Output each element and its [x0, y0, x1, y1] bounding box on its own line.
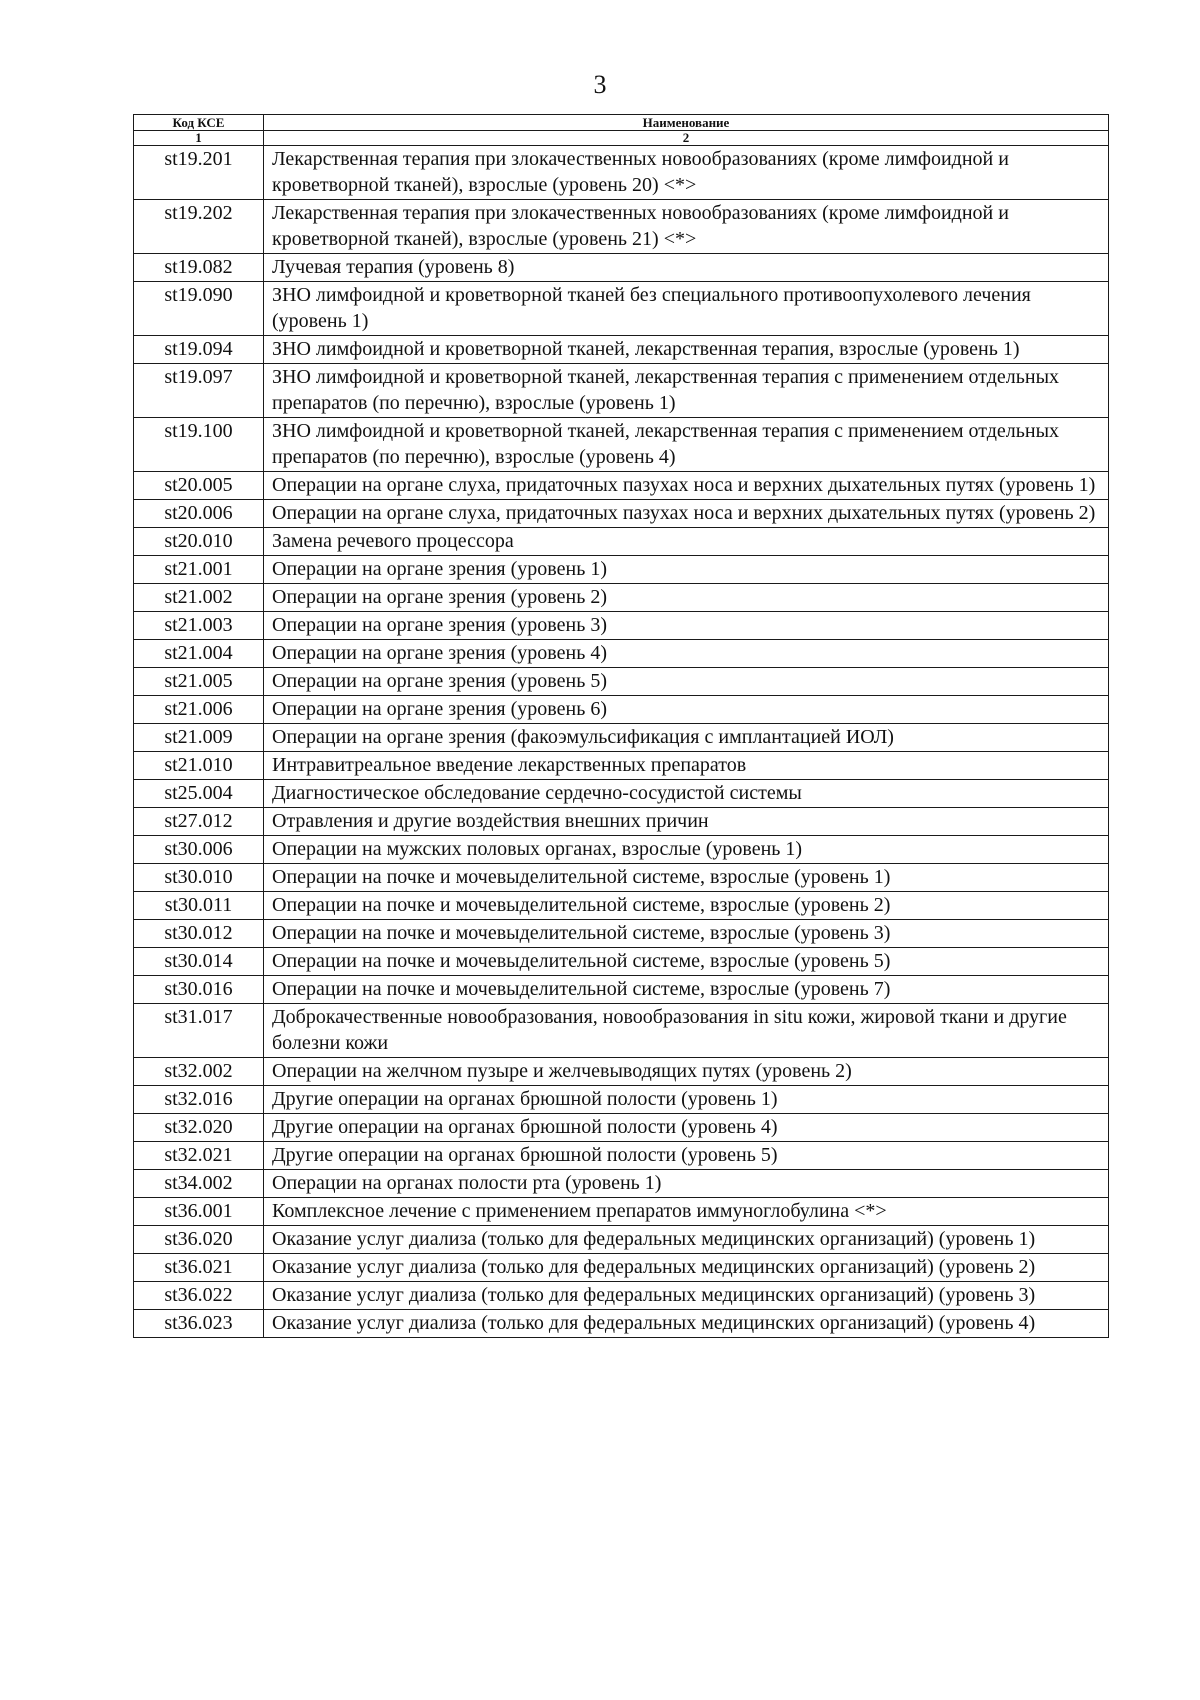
row-code: st34.002 [134, 1170, 264, 1198]
row-name: Операции на мужских половых органах, взрослые (уровень 1) [264, 836, 1109, 864]
table-row [134, 336, 1109, 364]
row-code: st27.012 [134, 808, 264, 836]
row-name: Лекарственная терапия при злокачественных новообразованиях (кроме лимфоидной и кроветворной тканей), взрослые (уровень 20) <*> [264, 146, 1109, 200]
row-code: st30.006 [134, 836, 264, 864]
row-code: st36.023 [134, 1310, 264, 1338]
row-code: st20.006 [134, 500, 264, 528]
row-name: Операции на органе слуха, придаточных пазухах носа и верхних дыхательных путях (уровень 1) [264, 472, 1109, 500]
table-row [134, 282, 1109, 336]
row-code: st36.001 [134, 1198, 264, 1226]
row-code: st19.090 [134, 282, 264, 336]
row-name: Операции на органе зрения (уровень 3) [264, 612, 1109, 640]
row-name: Операции на органе зрения (уровень 5) [264, 668, 1109, 696]
table-row [134, 948, 1109, 976]
table-row [134, 1086, 1109, 1114]
row-name: Операции на органе зрения (факоэмульсификация с имплантацией ИОЛ) [264, 724, 1109, 752]
table-row [134, 836, 1109, 864]
table-row [134, 668, 1109, 696]
row-name: Операции на органе зрения (уровень 6) [264, 696, 1109, 724]
row-name: Другие операции на органах брюшной полости (уровень 1) [264, 1086, 1109, 1114]
table-row [134, 528, 1109, 556]
table-row [134, 556, 1109, 584]
row-code: st19.082 [134, 254, 264, 282]
table-row [134, 1004, 1109, 1058]
table-row [134, 780, 1109, 808]
table-row [134, 1114, 1109, 1142]
header-row [134, 115, 1109, 131]
row-code: st19.202 [134, 200, 264, 254]
row-code: st19.201 [134, 146, 264, 200]
row-name: Комплексное лечение с применением препаратов иммуноглобулина <*> [264, 1198, 1109, 1226]
table-row [134, 976, 1109, 1004]
table-row [134, 808, 1109, 836]
table-row [134, 1198, 1109, 1226]
table-row [134, 364, 1109, 418]
table-row [134, 640, 1109, 668]
header-name: Наименование [264, 115, 1109, 131]
row-name: Операции на почке и мочевыделительной системе, взрослые (уровень 1) [264, 864, 1109, 892]
row-name: Оказание услуг диализа (только для федеральных медицинских организаций) (уровень 4) [264, 1310, 1109, 1338]
row-code: st21.001 [134, 556, 264, 584]
table-header [134, 115, 1109, 146]
row-name: Операции на желчном пузыре и желчевыводящих путях (уровень 2) [264, 1058, 1109, 1086]
row-name: Отравления и другие воздействия внешних причин [264, 808, 1109, 836]
row-code: st20.005 [134, 472, 264, 500]
row-name: Оказание услуг диализа (только для федеральных медицинских организаций) (уровень 1) [264, 1226, 1109, 1254]
row-code: st21.009 [134, 724, 264, 752]
row-code: st36.020 [134, 1226, 264, 1254]
row-name: Операции на органе слуха, придаточных пазухах носа и верхних дыхательных путях (уровень 2) [264, 500, 1109, 528]
row-name: Операции на почке и мочевыделительной системе, взрослые (уровень 7) [264, 976, 1109, 1004]
row-name: Другие операции на органах брюшной полости (уровень 4) [264, 1114, 1109, 1142]
row-code: st21.010 [134, 752, 264, 780]
row-name: ЗНО лимфоидной и кроветворной тканей, лекарственная терапия с применением отдельных препаратов (по перечню), взрослые (уровень 1) [264, 364, 1109, 418]
row-code: st32.020 [134, 1114, 264, 1142]
table-row [134, 1282, 1109, 1310]
row-code: st20.010 [134, 528, 264, 556]
table-row [134, 1058, 1109, 1086]
row-code: st21.003 [134, 612, 264, 640]
table-row [134, 892, 1109, 920]
table-row [134, 1254, 1109, 1282]
row-name: Операции на почке и мочевыделительной системе, взрослые (уровень 2) [264, 892, 1109, 920]
table-row [134, 1226, 1109, 1254]
row-name: ЗНО лимфоидной и кроветворной тканей, лекарственная терапия, взрослые (уровень 1) [264, 336, 1109, 364]
row-code: st19.097 [134, 364, 264, 418]
row-code: st30.010 [134, 864, 264, 892]
table-row [134, 254, 1109, 282]
row-code: st21.005 [134, 668, 264, 696]
table-row [134, 418, 1109, 472]
table-row [134, 612, 1109, 640]
row-code: st30.014 [134, 948, 264, 976]
column-number-row [134, 131, 1109, 146]
row-code: st19.094 [134, 336, 264, 364]
row-name: Замена речевого процессора [264, 528, 1109, 556]
row-name: ЗНО лимфоидной и кроветворной тканей без специального противоопухолевого лечения (уровень 1) [264, 282, 1109, 336]
row-code: st21.006 [134, 696, 264, 724]
row-code: st36.022 [134, 1282, 264, 1310]
header-code: Код КСЕ [134, 115, 264, 131]
table-row [134, 584, 1109, 612]
row-name: Диагностическое обследование сердечно-сосудистой системы [264, 780, 1109, 808]
row-name: Операции на органах полости рта (уровень 1) [264, 1170, 1109, 1198]
row-name: Операции на почке и мочевыделительной системе, взрослые (уровень 3) [264, 920, 1109, 948]
row-code: st30.016 [134, 976, 264, 1004]
table-body [134, 146, 1109, 1338]
row-code: st21.002 [134, 584, 264, 612]
table-row [134, 752, 1109, 780]
row-name: Лучевая терапия (уровень 8) [264, 254, 1109, 282]
row-code: st32.016 [134, 1086, 264, 1114]
row-code: st32.021 [134, 1142, 264, 1170]
table-row [134, 500, 1109, 528]
row-name: Операции на органе зрения (уровень 4) [264, 640, 1109, 668]
row-name: Оказание услуг диализа (только для федеральных медицинских организаций) (уровень 2) [264, 1254, 1109, 1282]
table-row [134, 724, 1109, 752]
row-name: Доброкачественные новообразования, новообразования in situ кожи, жировой ткани и другие болезни кожи [264, 1004, 1109, 1058]
row-name: Оказание услуг диализа (только для федеральных медицинских организаций) (уровень 3) [264, 1282, 1109, 1310]
row-name: Лекарственная терапия при злокачественных новообразованиях (кроме лимфоидной и кроветворной тканей), взрослые (уровень 21) <*> [264, 200, 1109, 254]
row-name: Операции на органе зрения (уровень 1) [264, 556, 1109, 584]
table-row [134, 920, 1109, 948]
row-code: st36.021 [134, 1254, 264, 1282]
page-number: 3 [593, 70, 607, 99]
row-code: st31.017 [134, 1004, 264, 1058]
table-row [134, 1170, 1109, 1198]
row-name: Другие операции на органах брюшной полости (уровень 5) [264, 1142, 1109, 1170]
row-code: st30.011 [134, 892, 264, 920]
table-row [134, 146, 1109, 200]
row-code: st21.004 [134, 640, 264, 668]
row-code: st32.002 [134, 1058, 264, 1086]
table-row [134, 864, 1109, 892]
table-row [134, 696, 1109, 724]
table-row [134, 200, 1109, 254]
ksg-table [133, 114, 1109, 1338]
row-name: Операции на почке и мочевыделительной системе, взрослые (уровень 5) [264, 948, 1109, 976]
row-code: st30.012 [134, 920, 264, 948]
row-name: ЗНО лимфоидной и кроветворной тканей, лекарственная терапия с применением отдельных препаратов (по перечню), взрослые (уровень 4) [264, 418, 1109, 472]
table-row [134, 1310, 1109, 1338]
column-number-2: 2 [264, 131, 1109, 146]
row-code: st19.100 [134, 418, 264, 472]
table-row [134, 472, 1109, 500]
row-name: Интравитреальное введение лекарственных препаратов [264, 752, 1109, 780]
table-row [134, 1142, 1109, 1170]
row-code: st25.004 [134, 780, 264, 808]
column-number-1: 1 [134, 131, 264, 146]
row-name: Операции на органе зрения (уровень 2) [264, 584, 1109, 612]
